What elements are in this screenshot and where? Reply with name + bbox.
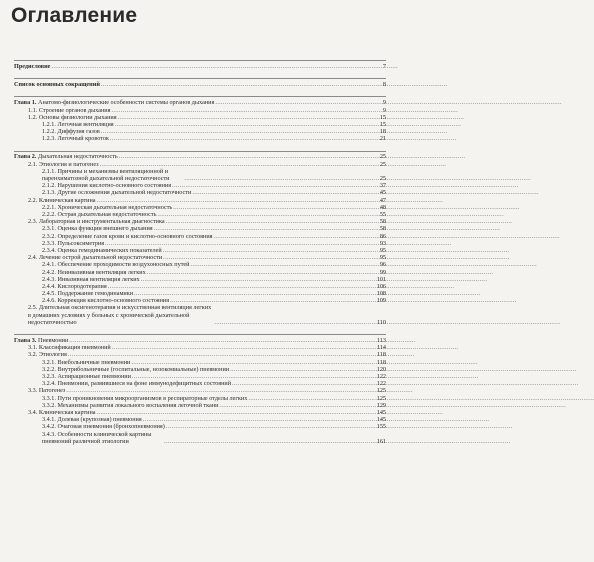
toc-subsection[interactable] [14, 373, 386, 380]
toc-subsection[interactable] [14, 276, 386, 283]
toc-subsection[interactable] [14, 380, 386, 387]
section-gap [14, 88, 386, 94]
leader-dots [134, 290, 376, 297]
toc-chapter-label: Глава 1. [14, 99, 38, 107]
toc-entry-text: 3.2.1. Внебольничные пневмонии [42, 358, 131, 366]
toc-section[interactable] [14, 218, 386, 225]
section-divider [14, 60, 386, 61]
page-number: 8 [382, 81, 386, 89]
toc-entry-text: 3.4. Клиническая картина [28, 408, 96, 416]
page-number: 25 [379, 160, 386, 168]
page-number: 95 [379, 246, 386, 254]
page-number: 9 [382, 106, 386, 114]
page-number: 15 [379, 113, 386, 121]
page-number: 113 [376, 337, 386, 345]
page-number: 106 [376, 282, 386, 290]
toc-subsection[interactable] [14, 269, 386, 276]
section-gap [14, 70, 386, 76]
page-number: 86 [379, 232, 386, 240]
toc-entry-text: Пневмонии [37, 337, 69, 345]
toc-subsection[interactable] [14, 416, 386, 423]
page-number: 48 [379, 203, 386, 211]
toc-subsection[interactable] [14, 261, 386, 268]
toc-entry-text: 3.3. Патогенез [28, 387, 66, 395]
toc-entry-text: Анатомо-физиологические особенности системы органов дыхания [37, 99, 215, 107]
toc-section[interactable] [14, 254, 386, 261]
toc-subsection[interactable] [14, 297, 386, 304]
toc-subsection[interactable] [14, 247, 386, 254]
toc-subsection[interactable] [14, 189, 386, 196]
toc-subsection[interactable] [14, 121, 386, 128]
toc-entry-text: Предисловие [14, 62, 51, 70]
leader-dots [141, 276, 376, 283]
leader-dots [68, 351, 376, 358]
leader-dots [166, 423, 376, 430]
toc-subsection[interactable] [14, 366, 386, 373]
toc-entry-text: 3.4.1. Долевая (крупозная) пневмония [42, 416, 142, 424]
toc-subsection[interactable] [14, 204, 386, 211]
toc-chapter[interactable] [14, 337, 386, 344]
leader-dots [192, 189, 376, 196]
leader-dots [100, 161, 376, 168]
leader-dots [147, 269, 376, 276]
page-number: 37 [379, 182, 386, 190]
section-divider [14, 78, 386, 79]
toc-subsection[interactable] [14, 395, 386, 402]
toc-section[interactable] [14, 107, 386, 114]
leader-dots [132, 373, 376, 380]
toc-entry [14, 337, 68, 344]
leader-dots [190, 261, 376, 268]
toc-entry-text: 2.4.1. Обеспечение проходимости воздухоносных путей [42, 261, 190, 269]
toc-entry-text: 2.1. Этиология и патогенез [28, 160, 99, 168]
leader-dots [172, 182, 376, 189]
toc-entry-text: 2.3.3. Пульсоксиметрия [42, 239, 105, 247]
page-number: 122 [376, 380, 386, 388]
leader-dots [97, 197, 376, 204]
toc-subsection[interactable] [14, 290, 386, 297]
leader-dots [232, 380, 376, 387]
toc-chapter-label: Глава 2. [14, 153, 38, 161]
leader-dots [163, 254, 376, 261]
leader-dots [214, 319, 376, 326]
toc-entry-text: 2.1.2. Нарушения кислотно-основного состояния [42, 182, 172, 190]
page-number: 109 [376, 297, 386, 305]
toc-entry-text: 2.4.5. Поддержание гемодинамики [42, 290, 134, 298]
toc-entry-text: 2.4.4. Кислородотерапия [42, 282, 107, 290]
toc-entry-text: 2.4. Лечение острой дыхательной недостаточности [28, 254, 163, 262]
leader-dots [166, 218, 376, 225]
page-number: 93 [379, 239, 386, 247]
leader-dots [184, 175, 376, 182]
leader-dots [219, 402, 375, 409]
page-number: 108 [376, 290, 386, 298]
toc-entry-text: 2.4.6. Коррекция кислотно-основного состояния [42, 297, 170, 305]
toc-entry-text: 3.4.2. Очаговая пневмония (бронхопневмония) [42, 423, 165, 431]
toc-entry-text: 2.3.2. Определение газов крови и кислотно-основного состояния [42, 232, 213, 240]
page-number: 18 [379, 128, 386, 136]
toc-entry-text: 2.4.3. Инвазивная вентиляция легких [42, 275, 140, 283]
toc-entry-text: 2.3.4. Оценка гемодинамических показателей [42, 246, 162, 254]
page-number: 15 [379, 120, 386, 128]
leader-dots [110, 135, 376, 142]
toc-entry-text: 1.2.1. Легочная вентиляция [42, 120, 114, 128]
leader-dots [51, 63, 376, 70]
toc-entry-text: 2.4.2. Неинвазивная вентиляция легких [42, 268, 146, 276]
page-number: 118 [376, 351, 386, 359]
leader-dots [131, 359, 376, 366]
toc-entry-text: 3.2.4. Пневмонии, развившиеся на фоне иммунодефицитных состояний [42, 380, 232, 388]
leader-dots [115, 121, 376, 128]
toc-section[interactable] [14, 161, 386, 168]
leader-dots [112, 344, 376, 351]
page-number: 101 [376, 275, 386, 283]
toc-entry-text: 3.4.3. Особенности клинической картины пневмоний различной этиологии [42, 430, 152, 445]
page-number: 125 [376, 387, 386, 395]
leader-dots [69, 337, 376, 344]
page-number: 99 [379, 268, 386, 276]
toc-subsection[interactable] [14, 211, 386, 218]
toc-chapter-label: Глава 3. [14, 337, 38, 345]
toc-entry-text: 1.1. Строение органов дыхания [28, 106, 111, 114]
toc-chapter[interactable] [14, 81, 386, 88]
page-number: 145 [376, 416, 386, 424]
leader-dots [111, 107, 376, 114]
toc-entry-text: 3.1. Классификация пневмоний [28, 344, 111, 352]
toc-chapter[interactable] [14, 154, 386, 161]
toc-subsection[interactable] [14, 128, 386, 135]
section-gap [14, 143, 386, 149]
section-divider [14, 334, 386, 335]
page-number: 58 [379, 225, 386, 233]
leader-dots [173, 204, 376, 211]
toc-entry-text: 2.1.3. Другие осложнения дыхательной недостаточности [42, 189, 192, 197]
toc-entry-text: 2.5. Длительная оксигенотерапия и искусственная вентиляция легких в домашних условиях у больных с хронической дыхательной недостаточностью [28, 304, 212, 326]
toc-section[interactable] [14, 409, 386, 416]
leader-dots [101, 81, 376, 88]
toc-subsection[interactable] [14, 135, 386, 142]
page-number: 161 [376, 437, 386, 445]
toc-subsection[interactable] [14, 233, 386, 240]
toc-subsection[interactable] [14, 283, 386, 290]
toc-entry-text: Дыхательная недостаточность [37, 153, 118, 161]
toc-entry-text: 3.3.1. Пути проникновения микроорганизмов в респираторные отделы легких [42, 394, 248, 402]
page-number: 125 [376, 394, 386, 402]
toc-entry-text: 1.2.3. Легочный кровоток [42, 135, 109, 143]
toc-subsection[interactable] [14, 359, 386, 366]
toc-entry [14, 153, 118, 160]
leader-dots [170, 297, 376, 304]
page-number: 25 [379, 175, 386, 183]
leader-dots [157, 211, 376, 218]
toc-subsection[interactable] [14, 168, 386, 182]
leader-dots [230, 366, 376, 373]
page-number: 25 [379, 153, 386, 161]
page-number: 145 [376, 408, 386, 416]
toc-section[interactable] [14, 197, 386, 204]
leader-dots [119, 153, 376, 160]
leader-dots [213, 233, 376, 240]
page-number: 58 [379, 218, 386, 226]
page-number: 122 [376, 373, 386, 380]
page-number: 129 [376, 401, 386, 409]
toc-subsection[interactable] [14, 423, 386, 430]
page-number: 45 [379, 189, 386, 197]
toc-subsection[interactable] [14, 431, 386, 445]
toc-chapter[interactable] [14, 99, 386, 106]
leader-dots [108, 283, 376, 290]
section-gap [14, 326, 386, 332]
leader-dots [215, 99, 376, 106]
toc-section[interactable] [14, 304, 386, 326]
section-divider [14, 96, 386, 97]
page-number: 155 [376, 423, 386, 431]
page-number: 47 [379, 196, 386, 204]
page-number: 120 [376, 365, 386, 373]
toc-entry-text: 2.2.2. Острая дыхательная недостаточность [42, 211, 157, 219]
leader-dots [164, 438, 376, 445]
leader-dots [118, 114, 376, 121]
leader-dots [101, 128, 376, 135]
page-number: 7 [382, 62, 386, 70]
toc-subsection[interactable] [14, 402, 386, 409]
section-gap [14, 445, 386, 451]
table-of-contents [14, 58, 386, 451]
page-title: Оглавление [11, 4, 138, 27]
leader-dots [154, 225, 376, 232]
leader-dots [163, 247, 376, 254]
toc-section[interactable] [14, 387, 386, 394]
toc-entry-text: 2.1.1. Причины и механизмы вентиляционной и паренхиматозной дыхательной недостаточности [42, 167, 170, 183]
toc-section[interactable] [14, 351, 386, 358]
section-divider [14, 151, 386, 152]
toc-entry-text: Список основных сокращений [14, 81, 100, 89]
toc-entry-text: 2.2. Клиническая картина [28, 196, 96, 204]
toc-section[interactable] [14, 114, 386, 121]
page-number: 118 [376, 358, 386, 366]
toc-subsection[interactable] [14, 225, 386, 232]
leader-dots [66, 387, 375, 394]
toc-entry-text: 3.2.2. Внутрибольничные (госпитальные, нозокомиальные) пневмонии [42, 365, 230, 373]
leader-dots [105, 240, 376, 247]
toc-subsection[interactable] [14, 240, 386, 247]
toc-entry-text: 2.3.1. Оценка функции внешнего дыхания [42, 225, 153, 233]
page-number: 110 [376, 318, 386, 326]
page-number: 96 [379, 261, 386, 269]
toc-entry [14, 99, 214, 106]
page-number: 9 [382, 99, 386, 107]
toc-entry-text: 1.2.2. Диффузия газов [42, 128, 100, 136]
page-number: 95 [379, 254, 386, 262]
page-number: 21 [379, 135, 386, 143]
page-number: 114 [376, 344, 386, 352]
toc-entry-text: 2.2.1. Хроническая дыхательная недостаточность [42, 203, 173, 211]
toc-subsection[interactable] [14, 182, 386, 189]
toc-section[interactable] [14, 344, 386, 351]
toc-entry-text: 3.3.2. Механизмы развития локального воспаления легочной ткани [42, 401, 219, 409]
toc-entry-text: 3.2.3. Аспирационные пневмонии [42, 373, 131, 380]
toc-entry-text: 2.3. Лабораторная и инструментальная диагностика [28, 218, 165, 226]
leader-dots [97, 409, 376, 416]
leader-dots [248, 395, 375, 402]
toc-entry-text: 3.2. Этиология [28, 351, 67, 359]
leader-dots [143, 416, 376, 423]
page-number: 55 [379, 211, 386, 219]
toc-chapter[interactable] [14, 63, 386, 70]
toc-entry-text: 1.2. Основы физиологии дыхания [28, 113, 117, 121]
